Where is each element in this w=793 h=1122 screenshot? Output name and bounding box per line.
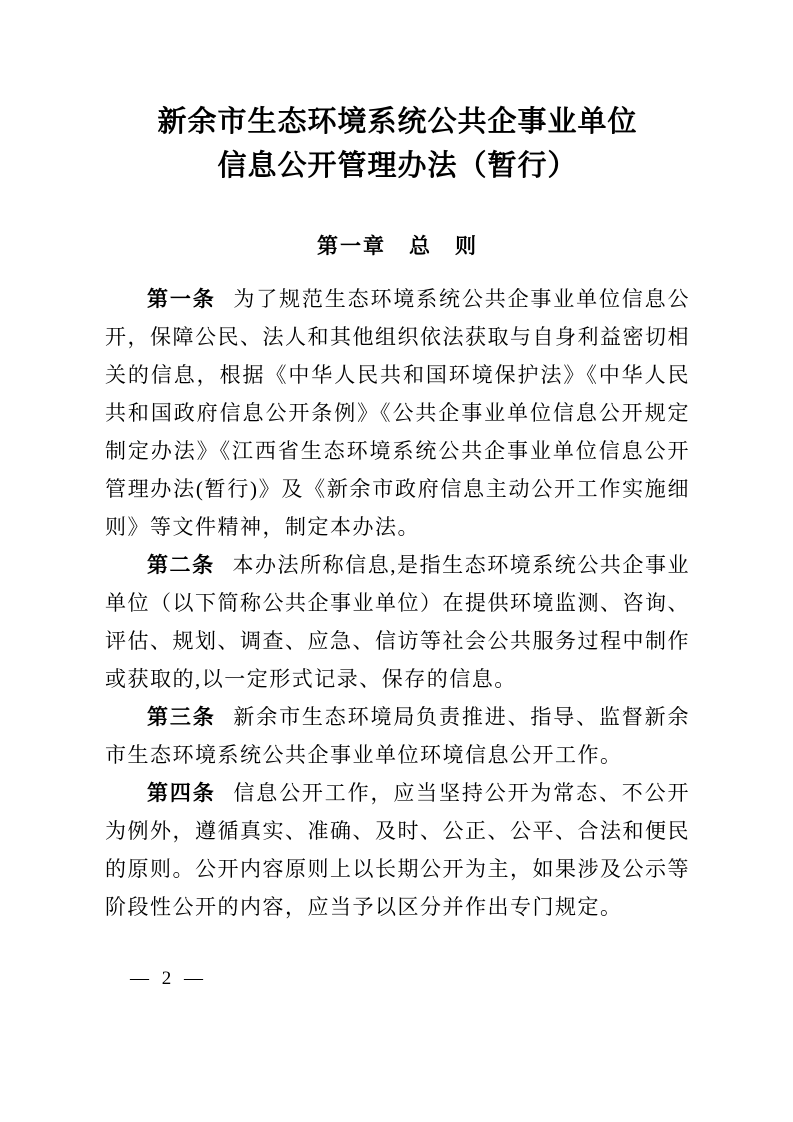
title-line-1: 新余市生态环境系统公共企事业单位 [157,106,638,138]
article-3 [105,698,690,774]
article-1-label: 第一条 [147,287,216,311]
article-2-label: 第二条 [147,553,215,577]
title-line-2: 信息公开管理办法（暂行） [217,150,578,182]
article-1-text: 为了规范生态环境系统公共企事业单位信息公开，保障公民、法人和其他组织依法获取与自身利益密切相关的信息，根据《中华人民共和国环境保护法》《中华人民共和国政府信息公开条例》《公共企事业单位信息公开规定制定办法》《江西省生态环境系统公共企事业单位信息公开管理办法(暂行)》及《新余市政府信息主动公开工作实施细则》等文件精神，制定本办法。 [105,287,691,539]
article-1 [105,280,690,546]
article-2-text: 本办法所称信息,是指生态环境系统公共企事业单位（以下简称公共企事业单位）在提供环境监测、咨询、评估、规划、调查、应急、信访等社会公共服务过程中制作或获取的,以一定形式记录、保存的信息。 [105,553,691,691]
article-2 [105,546,690,698]
page-number: — 2 — [130,968,207,989]
article-4-text: 信息公开工作，应当坚持公开为常态、不公开为例外，遵循真实、准确、及时、公正、公平、合法和便民的原则。公开内容原则上以长期公开为主，如果涉及公示等阶段性公开的内容，应当予以区分并作出专门规定。 [105,781,691,919]
article-4 [105,774,690,926]
article-3-text: 新余市生态环境局负责推进、指导、监督新余市生态环境系统公共企事业单位环境信息公开工作。 [105,705,691,767]
document-content [105,0,690,926]
article-4-label: 第四条 [147,781,216,805]
chapter-heading: 第一章 总 则 [317,234,478,258]
document-title [105,100,690,188]
article-3-label: 第三条 [147,705,216,729]
document-body [105,280,690,926]
